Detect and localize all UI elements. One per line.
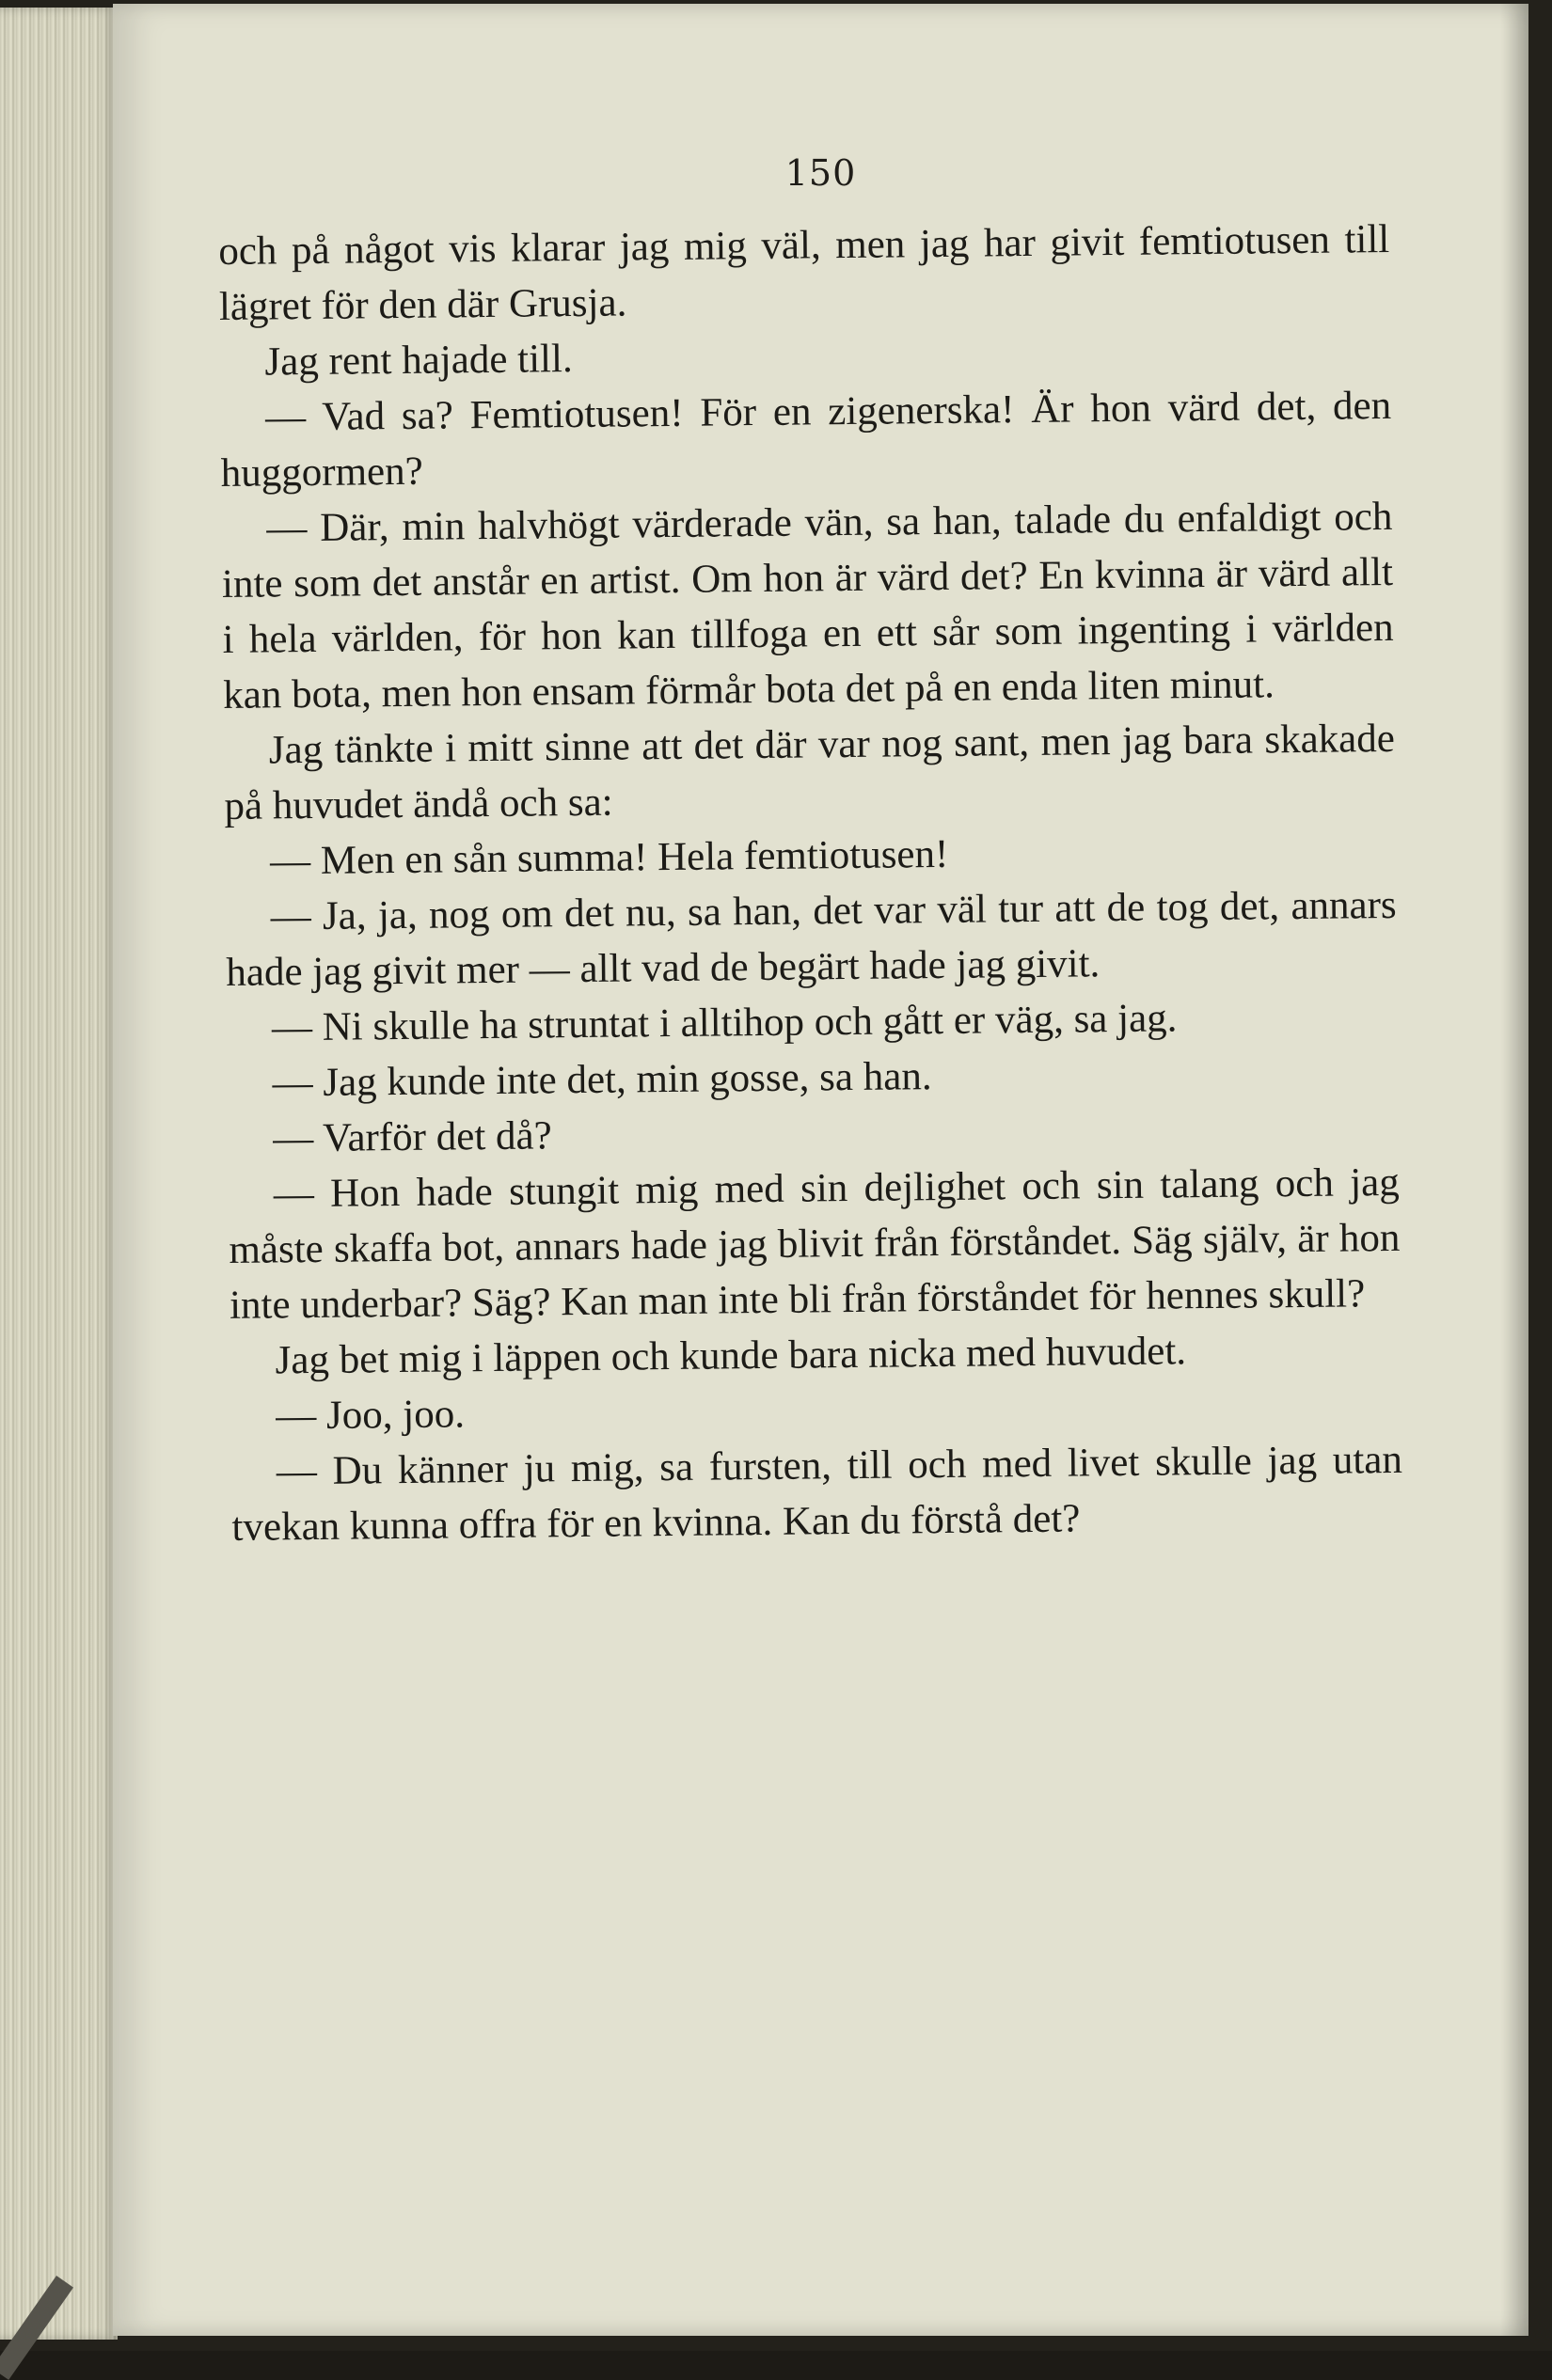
paragraph: — Men en sån summa! Hela femtiotusen! — [269, 831, 949, 884]
page-number: 150 — [784, 152, 857, 194]
paragraph: — Joo, joo. — [276, 1392, 466, 1439]
paragraph: — Ni skulle ha struntat i alltihop och gått er väg, sa jag. — [271, 996, 1178, 1050]
paragraph: — Hon hade stungit mig med sin dejlighet och sin talang och jag måste skaffa bot, annars hade jag blivit från förståndet. Säg själv, är hon inte underbar? Säg? Kan man inte bli från förståndet för hennes skull? — [229, 1159, 1401, 1328]
paragraph: — Där, min halvhögt värderade vän, sa han, talade du enfaldigt och inte som det anstår en artist. Om hon är värd det? En kvinna är värd allt i hela världen, för hon kan tillfoga en ett sår som ingenting i världen kan bota, men hon ensam förmår bota det på en enda liten minut. — [221, 494, 1394, 717]
page-gutter-shadow — [1500, 4, 1528, 2336]
page-edges — [0, 8, 118, 2340]
paragraph: Jag bet mig i läppen och kunde bara nicka med huvudet. — [275, 1329, 1187, 1383]
paragraph: — Vad sa? Femtiotusen! För en zigenerska! Är hon värd det, den huggormen? — [220, 383, 1392, 496]
body-text — [218, 212, 1403, 1555]
paragraph: Jag rent hajade till. — [264, 337, 573, 385]
paragraph: — Du känner ju mig, sa fursten, till och med livet skulle jag utan tvekan kunna offra för en kvinna. Kan du förstå det? — [231, 1437, 1403, 1550]
paragraph: — Ja, ja, nog om det nu, sa han, det var väl tur att de tog det, annars hade jag givit mer — allt vad de begärt hade jag givit. — [226, 882, 1397, 995]
paragraph: och på något vis klarar jag mig väl, men jag har givit femtiotusen till lägret för den där Grusja. — [218, 216, 1390, 329]
paragraph: — Jag kunde inte det, min gosse, sa han. — [272, 1054, 932, 1106]
paragraph: — Varför det då? — [272, 1113, 552, 1161]
paragraph: Jag tänkte i mitt sinne att det där var nog sant, men jag bara skakade på huvudet ändå och sa: — [224, 716, 1396, 828]
